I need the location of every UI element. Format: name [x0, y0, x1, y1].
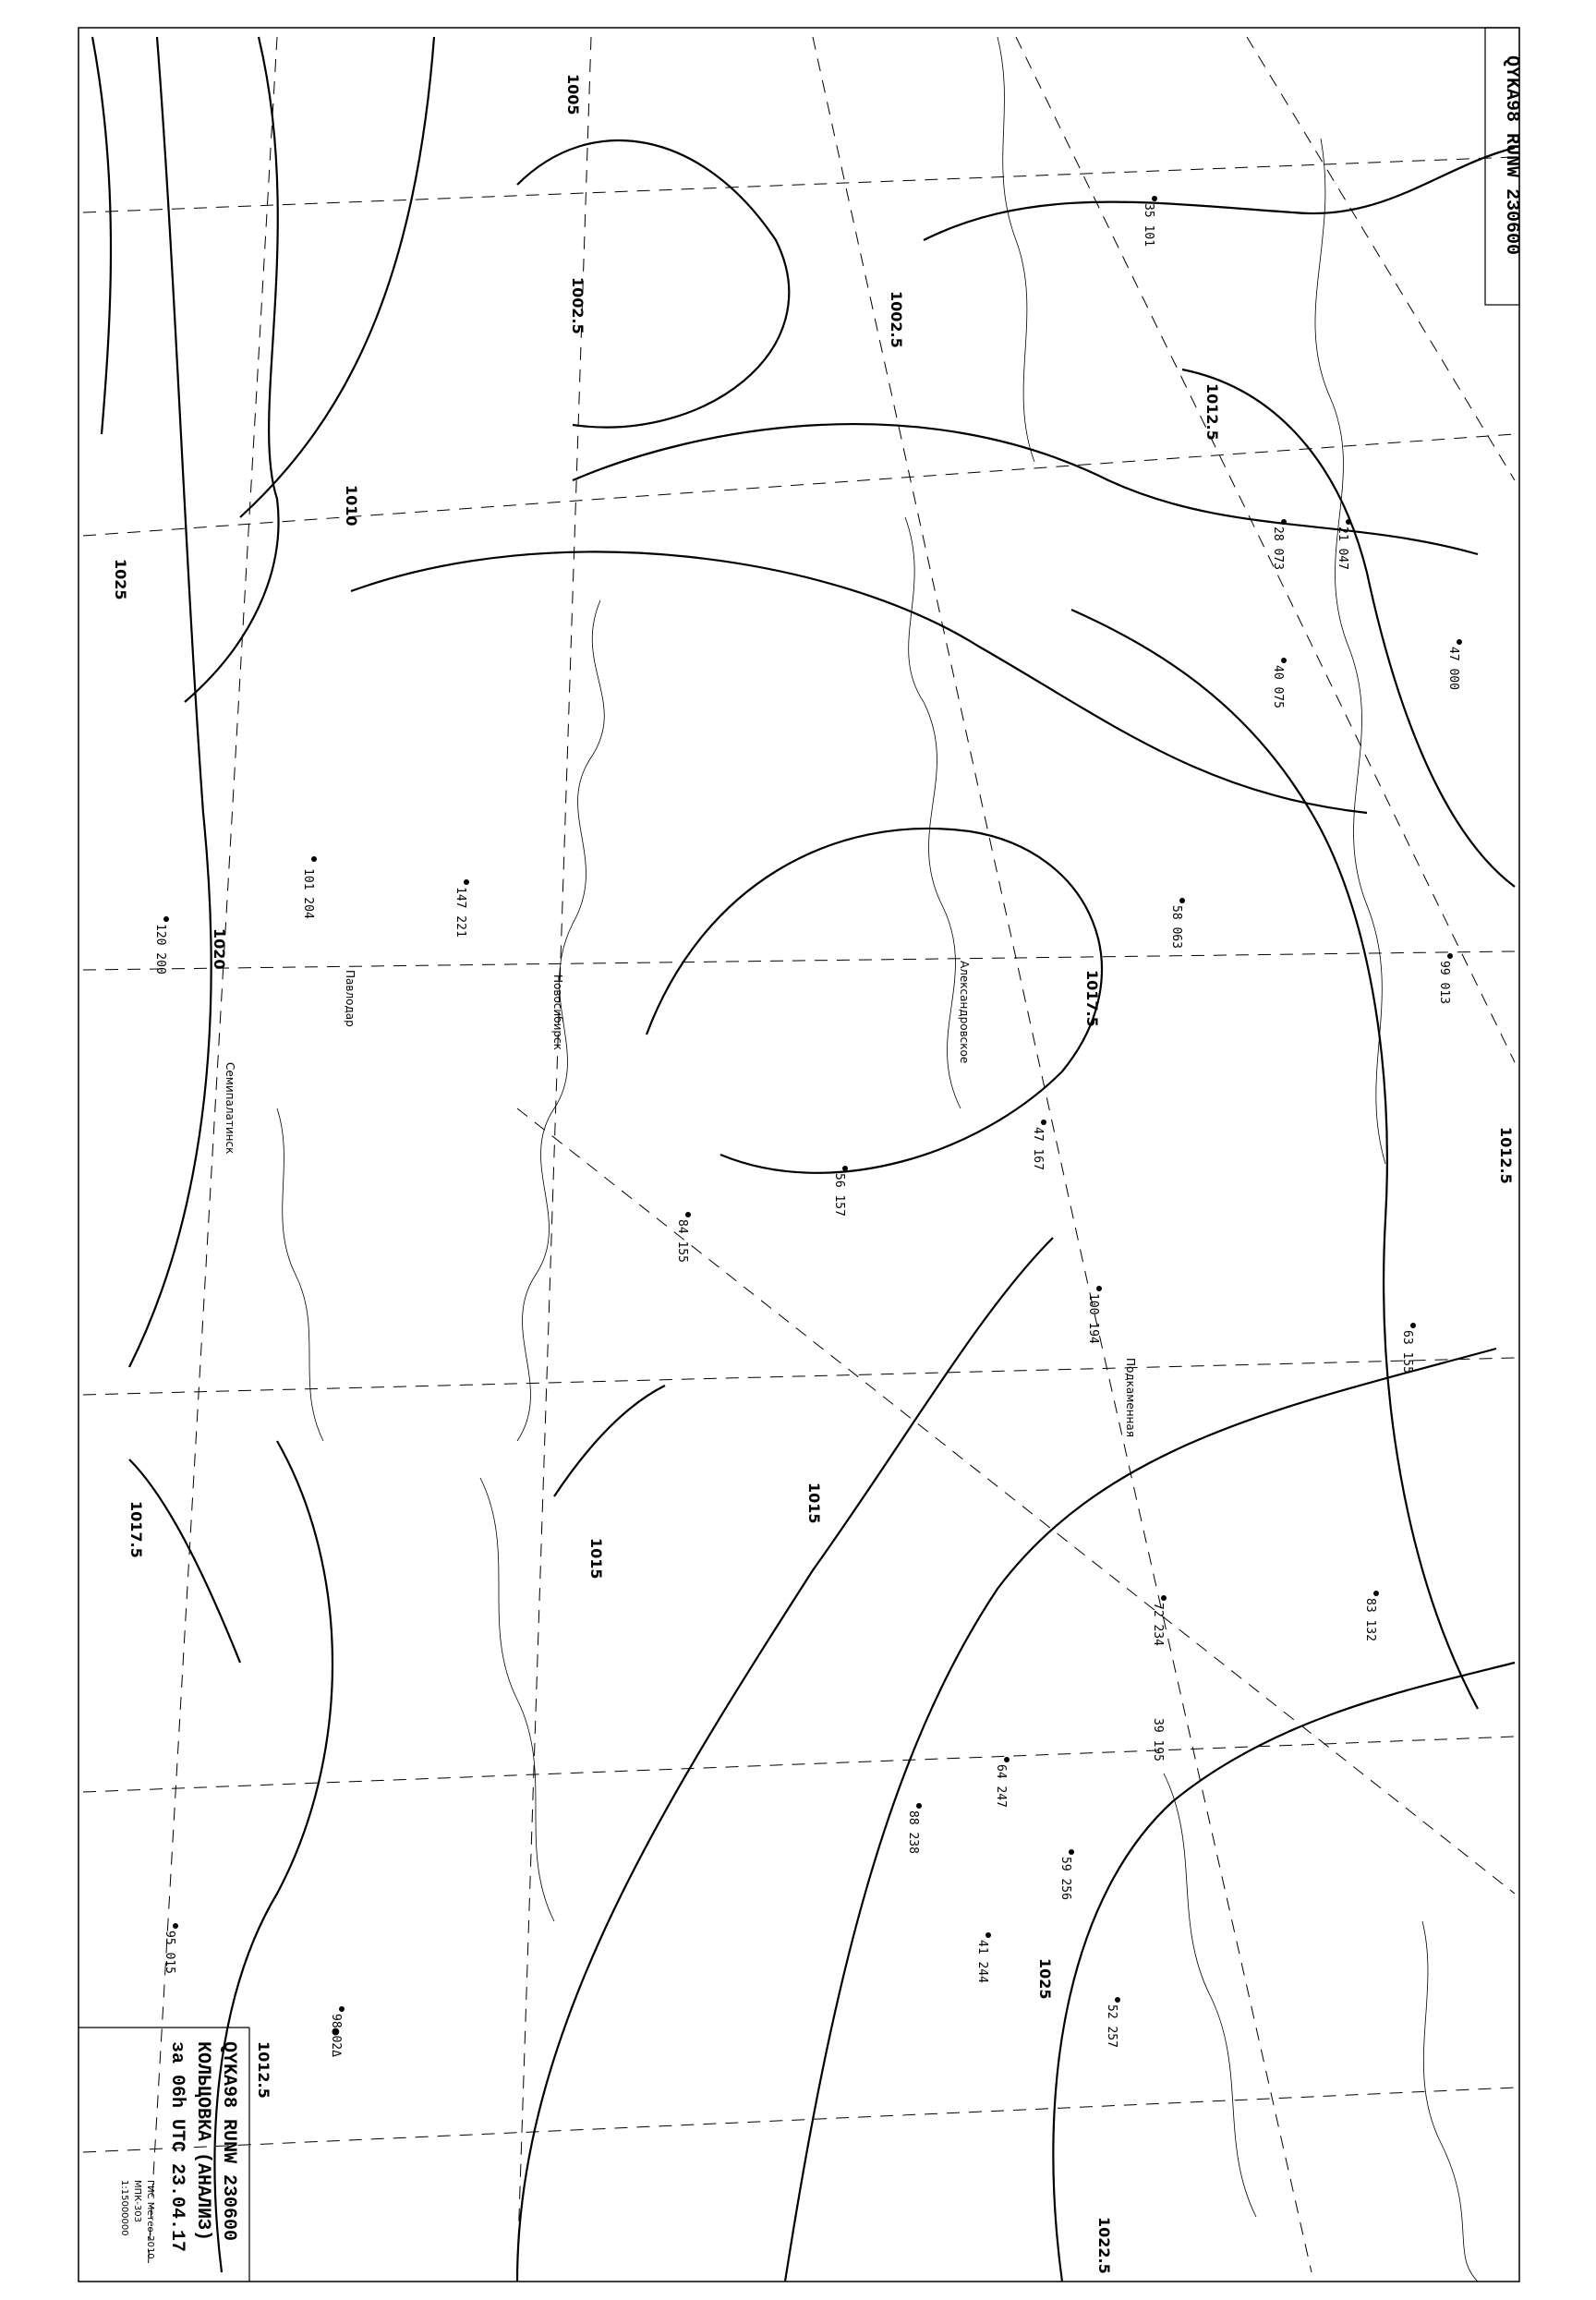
isobar-label: 1025 — [112, 559, 129, 600]
station-dot — [985, 1932, 991, 1938]
station-dot — [464, 879, 469, 885]
legend-date: за 06h UTC 23.04.17 — [166, 2041, 187, 2253]
station-label: 88 238 — [906, 1810, 920, 1854]
station-dot — [339, 2006, 345, 2012]
isobar — [785, 1349, 1496, 2282]
river — [1164, 1773, 1256, 2217]
station-label: 72 234 — [1151, 1603, 1165, 1646]
station-label: 47 167 — [1031, 1127, 1045, 1170]
graticule-line — [83, 1358, 1515, 1395]
legend-software: ГИС Метео-2010 — [145, 2180, 155, 2259]
station-dot — [1373, 1591, 1379, 1596]
station-label: 47 000 — [1446, 647, 1460, 690]
isobar — [1053, 1663, 1515, 2282]
isobar-label: 1002.5 — [569, 277, 586, 334]
graticule-line — [1016, 37, 1515, 1062]
station-label: 98●02Δ — [329, 2014, 343, 2057]
station-label: 40 075 — [1271, 665, 1285, 708]
station-plots — [153, 203, 1460, 2057]
isobar — [351, 551, 1367, 813]
map-frame — [79, 28, 1519, 2282]
station-label: 59 256 — [1058, 1857, 1072, 1900]
city-label: Новосибирск — [551, 974, 564, 1050]
isobar-label: 1012.5 — [1203, 383, 1221, 441]
station-dot — [685, 1212, 691, 1217]
station-label: 95 015 — [163, 1931, 176, 1974]
isobar — [554, 1386, 665, 1496]
station-dot — [1281, 519, 1287, 525]
rivers — [277, 37, 1478, 2282]
station-label: 147 221 — [453, 887, 467, 938]
station-label: 100 194 — [1086, 1293, 1100, 1344]
river — [905, 517, 961, 1108]
station-label: 99 013 — [1437, 961, 1451, 1004]
station-markers — [163, 196, 1462, 2012]
graticule-line — [1247, 37, 1515, 480]
station-label: 83 132 — [1363, 1598, 1377, 1641]
isobar-label: 1015 — [587, 1538, 605, 1580]
station-dot — [1041, 1120, 1046, 1125]
isobar — [517, 140, 789, 428]
station-dot — [1457, 639, 1462, 645]
river — [1422, 1921, 1478, 2282]
river — [998, 37, 1034, 462]
city-label: Александровское — [958, 961, 971, 1064]
station-dot — [1004, 1757, 1010, 1762]
station-dot — [1161, 1595, 1167, 1601]
isobar — [647, 829, 1102, 1173]
legend-system: МПК-303 — [132, 2180, 142, 2222]
graticule-line — [83, 2088, 1515, 2152]
station-dot — [1096, 1286, 1102, 1291]
station-dot — [1447, 953, 1453, 959]
graticule — [83, 37, 1515, 2272]
river — [277, 1108, 323, 1441]
station-label: 56 157 — [832, 1173, 846, 1217]
city-label: Павлодар — [344, 970, 357, 1027]
station-label: 84 155 — [675, 1219, 689, 1263]
graticule-line — [83, 157, 1515, 212]
isobar — [924, 148, 1515, 240]
station-label: 39 195 — [1151, 1718, 1165, 1761]
station-label: 101 204 — [301, 868, 315, 919]
graticule-line — [83, 951, 1515, 970]
station-label: 28 073 — [1271, 527, 1285, 570]
city-label: Семипалатинск — [224, 1062, 236, 1155]
station-label: 63 155 — [1400, 1330, 1414, 1374]
isobar-label: 1020 — [211, 928, 228, 970]
isobar-label: 1022.5 — [1095, 2217, 1113, 2274]
station-label: 58 063 — [1169, 905, 1183, 949]
station-label: 41 244 — [975, 1940, 989, 1983]
isobar-label: 1005 — [564, 74, 582, 115]
station-label: 120 200 — [153, 924, 167, 974]
graticule-line — [517, 37, 591, 2272]
isobar-label: 1025 — [1036, 1958, 1054, 2000]
station-dot — [1069, 1849, 1074, 1855]
isobar-label: 1015 — [805, 1483, 823, 1524]
city-labels — [224, 961, 1137, 1437]
header-title: QYKA98 RUNW 230600 — [1501, 55, 1522, 256]
isobar — [129, 37, 212, 1367]
graticule-line — [813, 37, 1312, 2272]
isobars — [92, 37, 1515, 2282]
station-label: 52 257 — [1105, 2004, 1118, 2048]
station-dot — [1410, 1323, 1416, 1328]
station-label: 64 247 — [994, 1764, 1008, 1808]
station-dot — [842, 1166, 848, 1171]
isobar — [92, 37, 111, 434]
isobar — [1071, 610, 1478, 1709]
graticule-line — [517, 1108, 1515, 1894]
isobar-label: 1012.5 — [255, 2041, 272, 2099]
station-label: 35 101 — [1142, 203, 1155, 247]
station-label: 21 047 — [1336, 527, 1349, 570]
station-dot — [173, 1923, 178, 1929]
station-dot — [1281, 658, 1287, 663]
legend-scale: 1:15000000 — [119, 2180, 129, 2236]
isobar-label: 1010 — [343, 485, 360, 527]
graticule-line — [83, 434, 1515, 536]
isobar — [185, 37, 279, 702]
station-dot — [163, 916, 169, 922]
isobar-label: 1012.5 — [1497, 1127, 1515, 1184]
isobar-label: 1017.5 — [127, 1501, 145, 1558]
legend-code: QYKA98 RUNW 230600 — [218, 2041, 239, 2242]
isobar-label: 1002.5 — [888, 291, 905, 348]
station-dot — [1179, 898, 1185, 903]
station-dot — [1115, 1997, 1120, 2003]
isobar — [517, 1238, 1053, 2282]
isobar — [1182, 369, 1515, 887]
station-dot — [1152, 196, 1157, 201]
graticule-line — [83, 1737, 1515, 1792]
isobar-label: 1017.5 — [1083, 970, 1101, 1027]
station-dot — [1346, 519, 1351, 525]
city-label: Подкаменная — [1124, 1358, 1137, 1437]
station-dot — [916, 1803, 922, 1809]
legend-title: КОЛЬЦОВКА (АНАЛИЗ) — [192, 2041, 213, 2242]
river — [480, 1478, 554, 1921]
station-dot — [311, 856, 317, 862]
